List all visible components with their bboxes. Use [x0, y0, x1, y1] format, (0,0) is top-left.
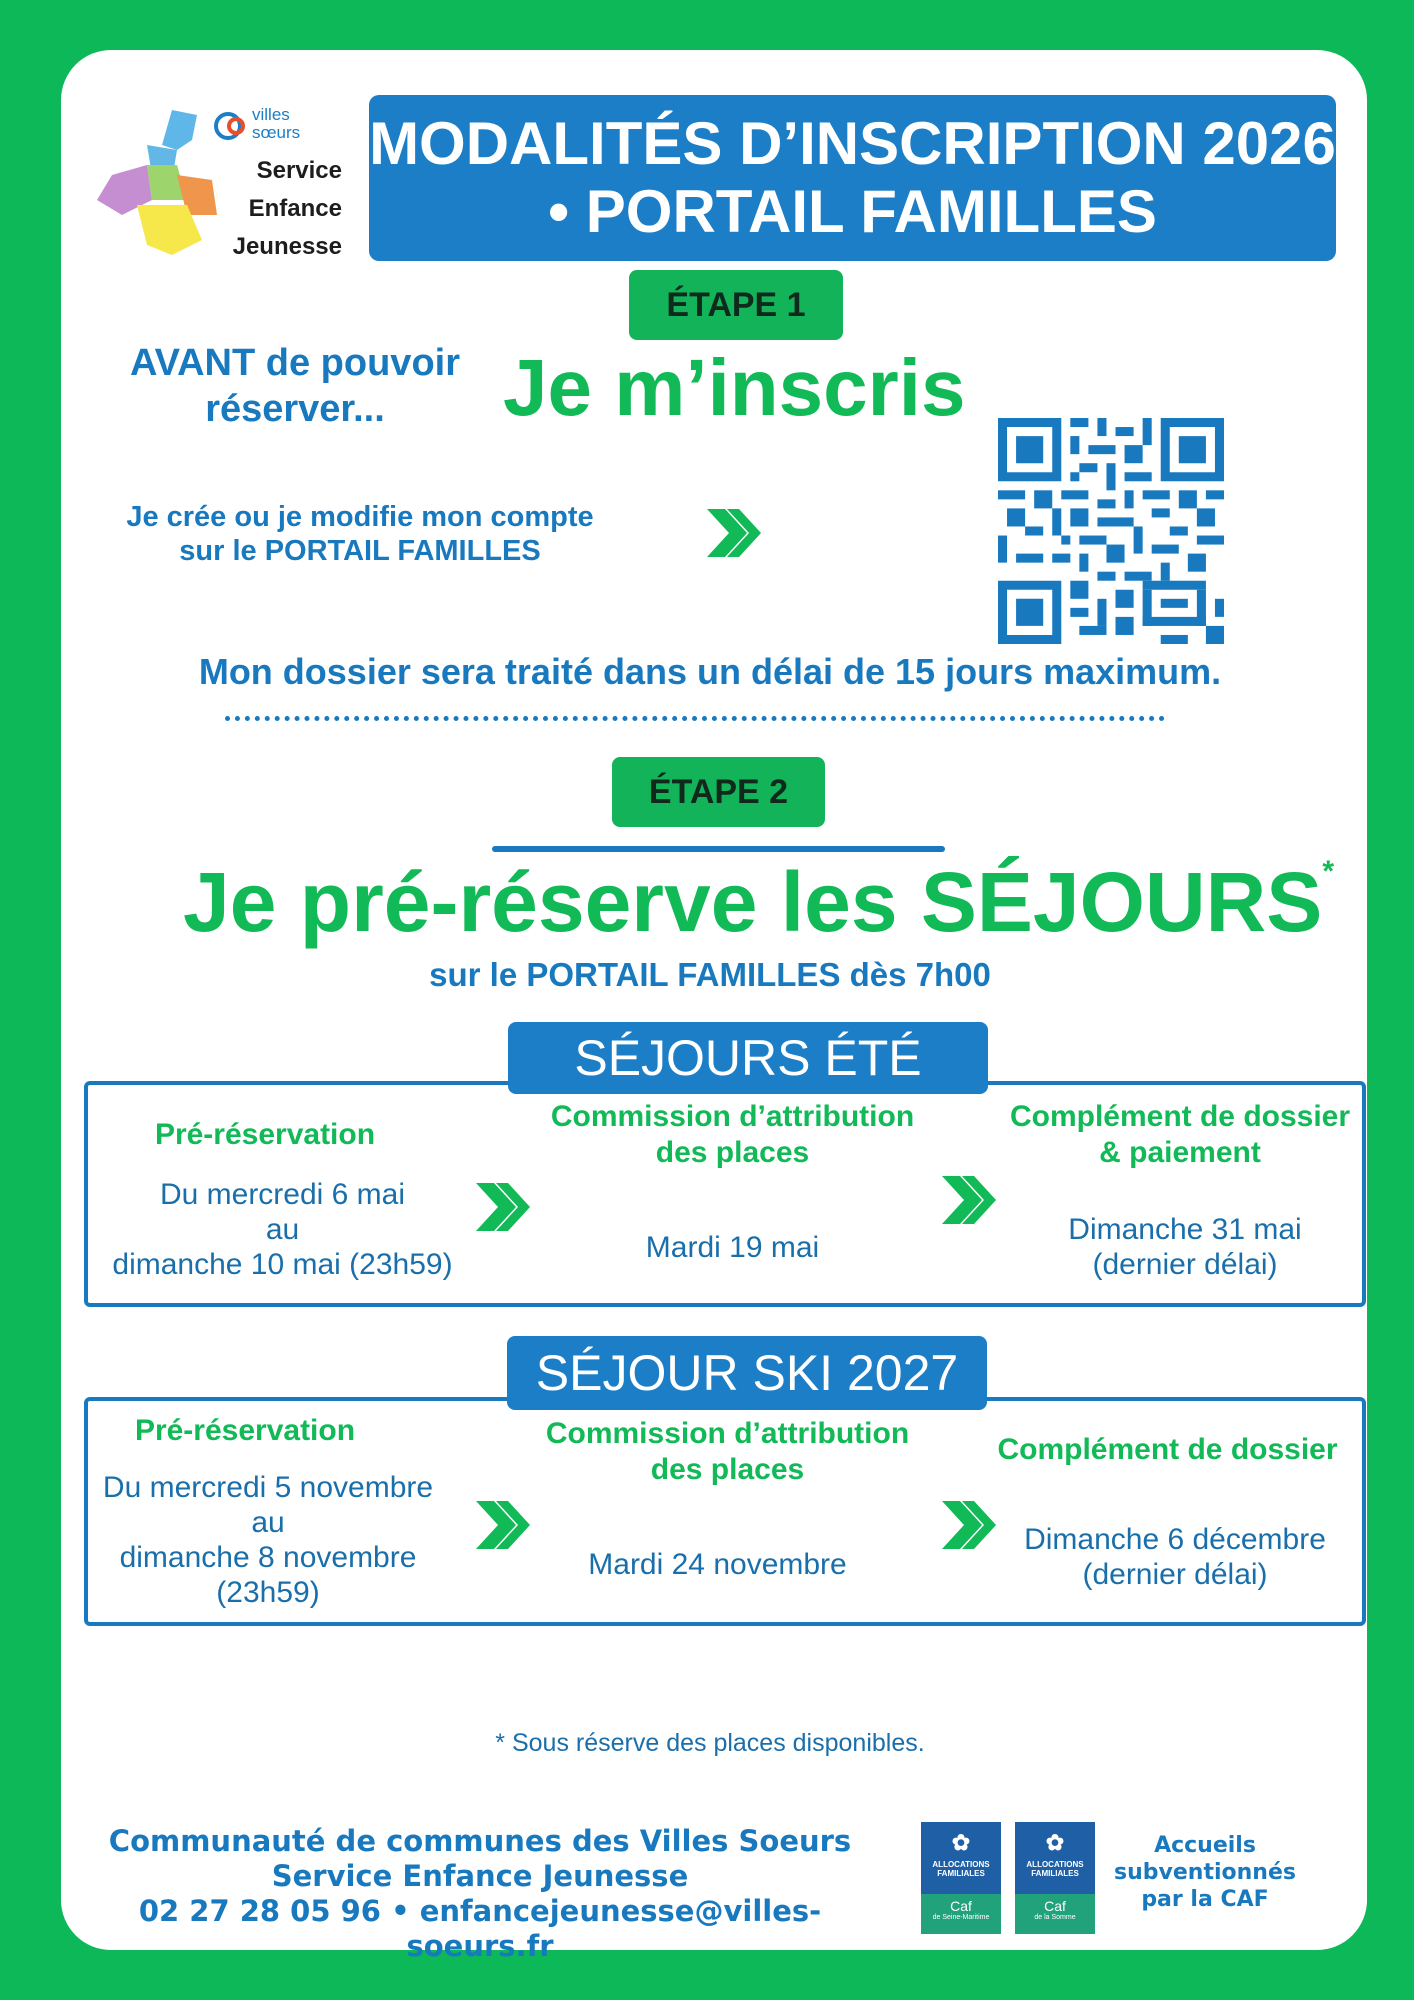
summer-col3-head — [1000, 1099, 1360, 1171]
ski-col2-text: Mardi 24 novembre — [588, 1548, 847, 1581]
ski-col3-head: Complément de dossier — [997, 1433, 1338, 1466]
caf2-sub: de la Somme — [1034, 1914, 1076, 1921]
step1-action-line-1: Je crée ou je modifie mon compte — [126, 501, 594, 533]
caf-note-line-3: par la CAF — [1141, 1887, 1269, 1912]
logo-line-jeunesse: Jeunesse — [232, 233, 342, 260]
caf2-top-label: ALLOCATIONS FAMILIALES — [1026, 1860, 1084, 1878]
caf1-name: Caf — [950, 1898, 972, 1914]
footer-contact — [85, 1824, 875, 1964]
step1-intro — [110, 340, 480, 432]
ski-col1-line-1: Du mercredi 5 novembre — [102, 1471, 434, 1504]
ski-col1-text — [88, 1470, 448, 1610]
step1-action — [100, 500, 620, 568]
step1-intro-line-2: réserver... — [205, 388, 385, 430]
step1-action-line-2: sur le PORTAIL FAMILLES — [179, 535, 541, 567]
caf2-name: Caf — [1044, 1898, 1066, 1914]
summer-col3-head-line-1: Complément de dossier — [1009, 1100, 1351, 1133]
logo-brand — [252, 106, 300, 142]
caf-note — [1105, 1832, 1305, 1913]
ski-col2-head-line-2: des places — [650, 1453, 805, 1486]
title-line-2: • PORTAIL FAMILLES — [548, 178, 1157, 245]
qr-code-icon[interactable] — [998, 418, 1224, 644]
footnote: * Sous réserve des places disponibles. — [495, 1729, 925, 1757]
chevron-double-right-icon — [474, 1495, 534, 1555]
ski-col1-head: Pré-réservation — [134, 1414, 356, 1447]
summer-col1-head: Pré-réservation — [154, 1118, 376, 1151]
ski-col1-line-3: dimanche 8 novembre — [119, 1541, 417, 1574]
caf1-top-label: ALLOCATIONS FAMILIALES — [932, 1860, 990, 1878]
logo — [92, 100, 342, 265]
step2-headline-text: Je pré-réserve les SÉJOURS — [183, 855, 1323, 949]
brand-rings-icon — [214, 108, 254, 144]
summer-col3-line-1: Dimanche 31 mai — [1068, 1213, 1302, 1246]
step2-badge: ÉTAPE 2 — [612, 757, 825, 827]
summer-tab: SÉJOURS ÉTÉ — [508, 1022, 988, 1094]
caf-somme-logo — [1015, 1822, 1095, 1934]
step1-headline: Je m’inscris — [503, 343, 966, 432]
ski-col2-head — [525, 1416, 930, 1488]
caf-emblem-icon: ✿ ALLOCATIONS FAMILIALES — [921, 1822, 1001, 1894]
dotted-divider — [225, 716, 1165, 721]
step1-note: Mon dossier sera traité dans un délai de 15 jours maximum. — [198, 651, 1222, 692]
step2-asterisk: * — [1322, 855, 1335, 888]
logo-brand-top: villes — [252, 105, 290, 124]
ski-col1-line-2: au — [251, 1506, 285, 1539]
summer-col3-line-2: (dernier délai) — [1092, 1248, 1278, 1281]
summer-col1-text — [90, 1177, 475, 1282]
summer-col3-head-line-2: & paiement — [1099, 1136, 1261, 1169]
footer-phone-email[interactable]: 02 27 28 05 96 • enfancejeunesse@villes-soeurs.fr — [138, 1894, 822, 1963]
summer-col1-line-2: au — [265, 1213, 300, 1246]
summer-col2-head-line-2: des places — [655, 1136, 810, 1169]
summer-col2-head — [530, 1099, 935, 1171]
ski-col3-line-1: Dimanche 6 décembre — [1024, 1523, 1326, 1556]
chevron-double-right-icon — [474, 1177, 534, 1237]
logo-line-enfance: Enfance — [248, 195, 342, 222]
ski-col3-text — [1000, 1522, 1350, 1592]
step1-intro-line-1: AVANT de pouvoir — [129, 342, 461, 384]
logo-brand-bottom: sœurs — [252, 123, 301, 142]
footer-service-name: Service Enfance Jeunesse — [271, 1859, 689, 1893]
caf-note-line-1: Accueils — [1154, 1833, 1256, 1858]
summer-col1-line-3: dimanche 10 mai (23h59) — [112, 1248, 453, 1281]
logo-line-service: Service — [256, 157, 342, 184]
caf1-sub: de Seine-Maritime — [932, 1914, 990, 1921]
summer-col2-text: Mardi 19 mai — [645, 1231, 820, 1264]
caf-emblem-icon: ✿ ALLOCATIONS FAMILIALES — [1015, 1822, 1095, 1894]
page-title — [369, 95, 1336, 261]
chevron-double-right-icon — [705, 503, 765, 563]
chevron-double-right-icon — [940, 1495, 1000, 1555]
caf-note-line-2: subventionnés — [1114, 1860, 1296, 1885]
step2-headline — [183, 852, 1334, 952]
chevron-double-right-icon — [940, 1170, 1000, 1230]
ski-col1-line-4: (23h59) — [216, 1576, 320, 1609]
footer-org-name: Communauté de communes des Villes Soeurs — [108, 1824, 852, 1858]
title-line-1: MODALITÉS D’INSCRIPTION 2026 — [369, 110, 1336, 177]
ski-col3-line-2: (dernier délai) — [1082, 1558, 1268, 1591]
ski-tab: SÉJOUR SKI 2027 — [507, 1336, 987, 1410]
ski-col2-head-line-1: Commission d’attribution — [545, 1417, 910, 1450]
summer-col1-line-1: Du mercredi 6 mai — [159, 1178, 406, 1211]
summer-col2-head-line-1: Commission d’attribution — [550, 1100, 915, 1133]
summer-col3-text — [1010, 1212, 1360, 1282]
caf-seine-maritime-logo — [921, 1822, 1001, 1934]
step1-badge: ÉTAPE 1 — [629, 270, 843, 340]
step2-subline: sur le PORTAIL FAMILLES dès 7h00 — [429, 956, 991, 993]
